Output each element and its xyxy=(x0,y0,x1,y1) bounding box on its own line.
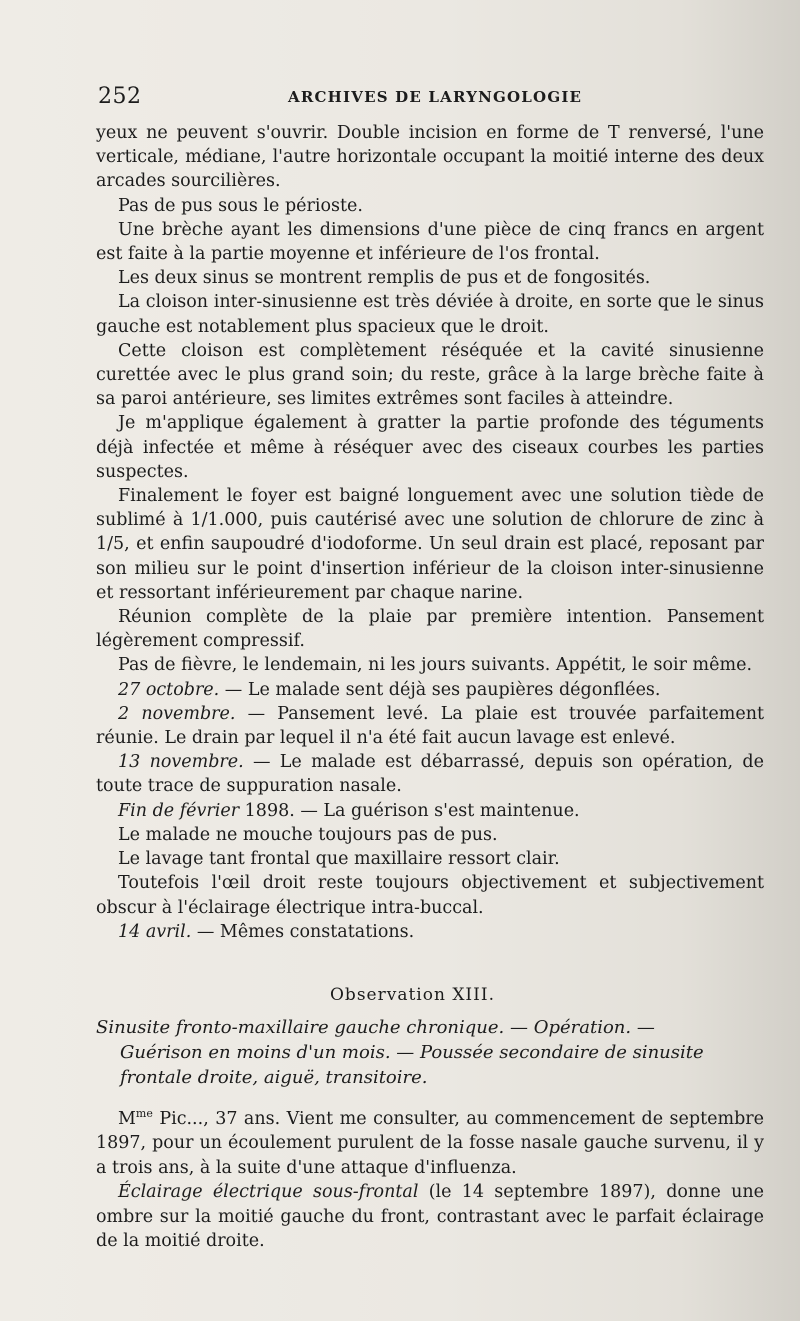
running-title: ARCHIVES DE LARYNGOLOGIE xyxy=(288,88,583,106)
entry-date: 13 novembre. xyxy=(118,752,244,773)
dated-entry: Fin de février 1898. — La guérison s'est maintenue. xyxy=(118,800,580,821)
paragraph: Je m'applique également à gratter la partie profonde des téguments déjà infectée et même à réséquer avec des ciseaux courbes les parties suspectes. xyxy=(96,413,764,482)
subtitle-line: Guérison en moins d'un mois. — Poussée secondaire de sinusite frontale droite, aiguë, transitoire. xyxy=(120,1042,704,1088)
paragraph: Toutefois l'œil droit reste toujours objectivement et subjectivement obscur à l'éclairage électrique intra-buccal. xyxy=(96,873,764,918)
entry-date: 2 novembre. xyxy=(118,703,236,724)
case-text xyxy=(96,1102,764,1254)
dated-entry: 14 avril. — Mêmes constatations. xyxy=(118,921,415,942)
entry-date: 27 octobre. xyxy=(118,679,220,700)
paragraph: Une brèche ayant les dimensions d'une pièce de cinq francs en argent est faite à la partie moyenne et inférieure de l'os frontal. xyxy=(96,219,764,265)
dated-entry: 2 novembre. — Pansement levé. La plaie est trouvée parfaitement réunie. Le drain par lequel il n'a été fait aucun lavage est enlevé. xyxy=(96,703,764,749)
paragraph: Le lavage tant frontal que maxillaire ressort clair. xyxy=(118,849,560,870)
paragraph: Cette cloison est complètement réséquée et la cavité sinusienne curettée avec le plus grand soin; du reste, grâce à la large brèche faite à sa paroi antérieure, ses limites extrêmes sont faciles à atteindre. xyxy=(96,340,764,410)
paragraph: $M^{me}$ Pic..., 37 ans. Vient me consulter, au commencement de septembre 1897, pour un écoulement purulent de la fosse nasale gauche survenu, il y a trois ans, à la suite d'une attaque d'influenza. xyxy=(96,1107,764,1178)
page-header xyxy=(98,84,758,114)
paragraph: Réunion complète de la plaie par première intention. Pansement légèrement compressif. xyxy=(96,607,764,652)
paragraph: Pas de fièvre, le lendemain, ni les jours suivants. Appétit, le soir même. xyxy=(118,655,753,676)
paragraph: yeux ne peuvent s'ouvrir. Double incision en forme de T renversé, l'une verticale, médiane, l'autre horizontale occupant la moitié interne des deux arcades sourcilières. xyxy=(96,123,764,192)
dated-entry: 13 novembre. — Le malade est débarrassé, depuis son opération, de toute trace de suppuration nasale. xyxy=(96,752,764,797)
paragraph: Pas de pus sous le périoste. xyxy=(118,195,363,216)
subtitle-line: Sinusite fronto-maxillaire gauche chronique. — Opération. — xyxy=(96,1017,655,1038)
observation-title: Observation XIII. xyxy=(330,985,495,1005)
exam-label: Éclairage électrique sous-frontal xyxy=(118,1182,419,1203)
paragraph: La cloison inter-sinusienne est très déviée à droite, en sorte que le sinus gauche est notablement plus spacieux que le droit. xyxy=(96,292,764,337)
entry-date: Fin de février xyxy=(118,800,240,821)
paragraph: Éclairage électrique sous-frontal (le 14 septembre 1897), donne une ombre sur la moitié gauche du front, contrastant avec le parfait éclairage de la moitié droite. xyxy=(96,1182,765,1252)
entry-date: 14 avril. xyxy=(118,921,192,942)
paragraph: Le malade ne mouche toujours pas de pus. xyxy=(118,824,498,845)
paragraph: Les deux sinus se montrent remplis de pus et de fongosités. xyxy=(118,268,651,289)
dated-entry: 27 octobre. — Le malade sent déjà ses paupières dégonflées. xyxy=(118,679,661,700)
main-text xyxy=(96,121,764,944)
observation-subtitle xyxy=(96,1015,764,1090)
paragraph: Finalement le foyer est baigné longuement avec une solution tiède de sublimé à 1/1.000, puis cautérisé avec une solution de chlorure de zinc à 1/5, et enfin saupoudré d'iodoforme. Un seul drain est placé, reposant par son milieu sur le point d'insertion inférieur de la cloison inter-sinusienne et ressortant inférieurement par chaque narine. xyxy=(96,486,764,603)
page-number: 252 xyxy=(98,84,142,109)
